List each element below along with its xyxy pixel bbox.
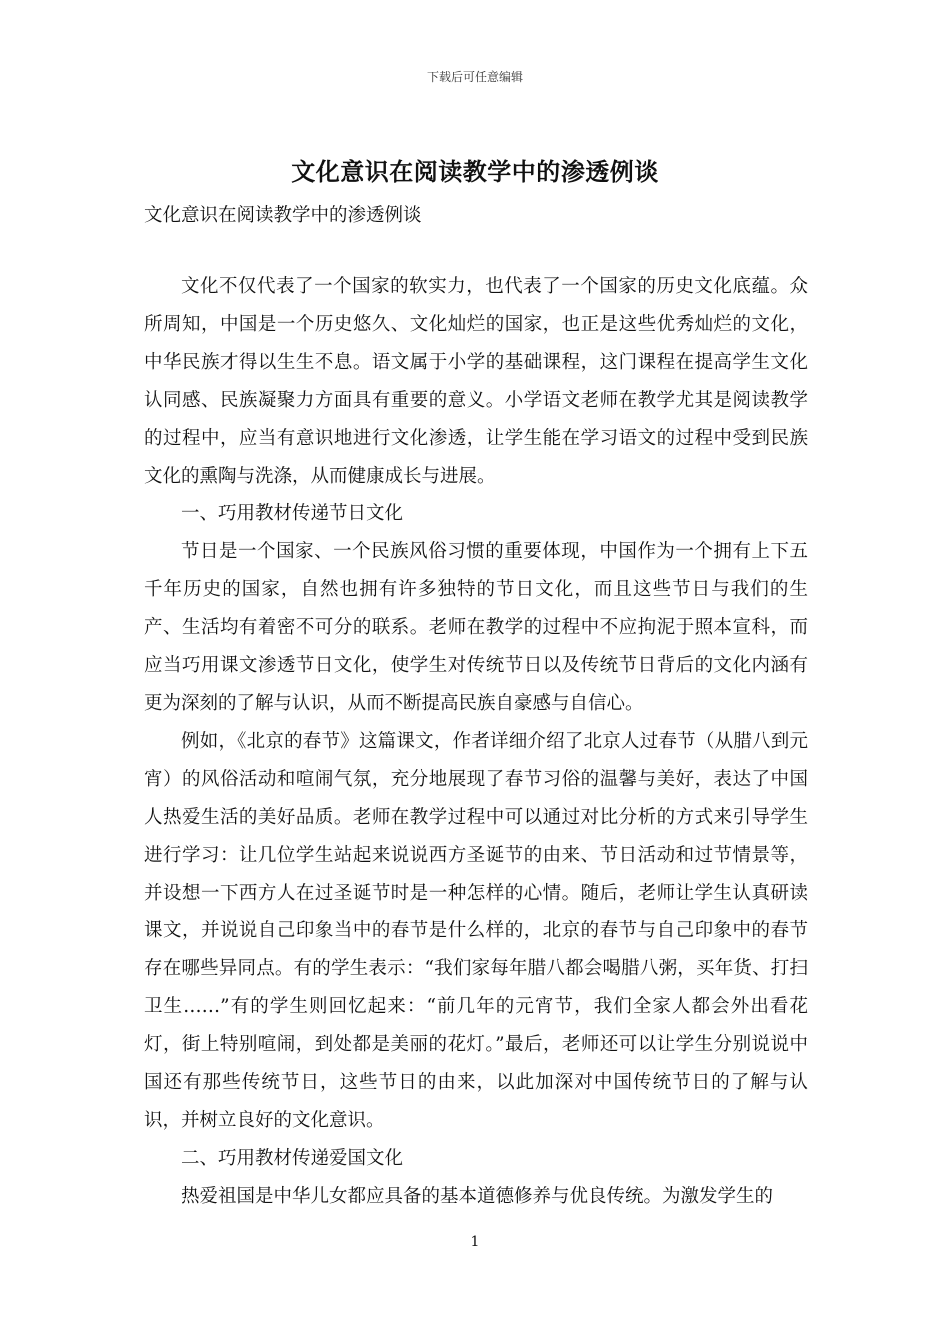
paragraph-festival: 节日是一个国家、一个民族风俗习惯的重要体现，中国作为一个拥有上下五千年历史的国家，自然也拥有许多独特的节日文化，而且这些节日与我们的生产、生活均有着密不可分的联系。老师在教学的过程中不应拘泥于照本宣科，而应当巧用课文渗透节日文化，使学生对传统节日以及传统节日背后的文化内涵有更为深刻的了解与认识，从而不断提高民族自豪感与自信心。 — [144, 541, 808, 714]
page-number: 1 — [470, 1234, 480, 1250]
document-title: 文化意识在阅读教学中的渗透例谈 — [291, 157, 659, 186]
section-heading-1: 一、巧用教材传递节日文化 — [181, 503, 404, 525]
document-body — [144, 268, 808, 1216]
paragraph-patriotism: 热爱祖国是中华儿女都应具备的基本道德修养与优良传统。为激发学生的 — [181, 1185, 774, 1207]
section-heading-2: 二、巧用教材传递爱国文化 — [181, 1147, 404, 1169]
paragraph-intro: 文化不仅代表了一个国家的软实力，也代表了一个国家的历史文化底蕴。众所周知，中国是一个历史悠久、文化灿烂的国家，也正是这些优秀灿烂的文化，中华民族才得以生生不息。语文属于小学的基础课程，这门课程在提高学生文化认同感、民族凝聚力方面具有重要的意义。小学语文老师在教学尤其是阅读教学的过程中，应当有意识地进行文化渗透，让学生能在学习语文的过程中受到民族文化的熏陶与洗涤，从而健康成长与进展。 — [144, 276, 808, 487]
paragraph-example: 例如，《北京的春节》这篇课文，作者详细介绍了北京人过春节（从腊八到元宵）的风俗活动和喧闹气氛，充分地展现了春节习俗的温馨与美好，表达了中国人热爱生活的美好品质。老师在教学过程中可以通过对比分析的方式来引导学生进行学习：让几位学生站起来说说西方圣诞节的由来、节日活动和过节情景等，并设想一下西方人在过圣诞节时是一种怎样的心情。随后，老师让学生认真研读课文，并说说自己印象当中的春节是什么样的，北京的春节与自己印象中的春节存在哪些异同点。有的学生表示：“我们家每年腊八都会喝腊八粥，买年货、打扫卫生……”有的学生则回忆起来：“前几年的元宵节，我们全家人都会外出看花灯，街上特别喧闹，到处都是美丽的花灯。”最后，老师还可以让学生分别说说中国还有那些传统节日，这些节日的由来，以此加深对中国传统节日的了解与认识，并树立良好的文化意识。 — [144, 730, 808, 1131]
document-subtitle: 文化意识在阅读教学中的渗透例谈 — [144, 205, 422, 226]
header-note: 下载后可任意编辑 — [426, 70, 523, 84]
